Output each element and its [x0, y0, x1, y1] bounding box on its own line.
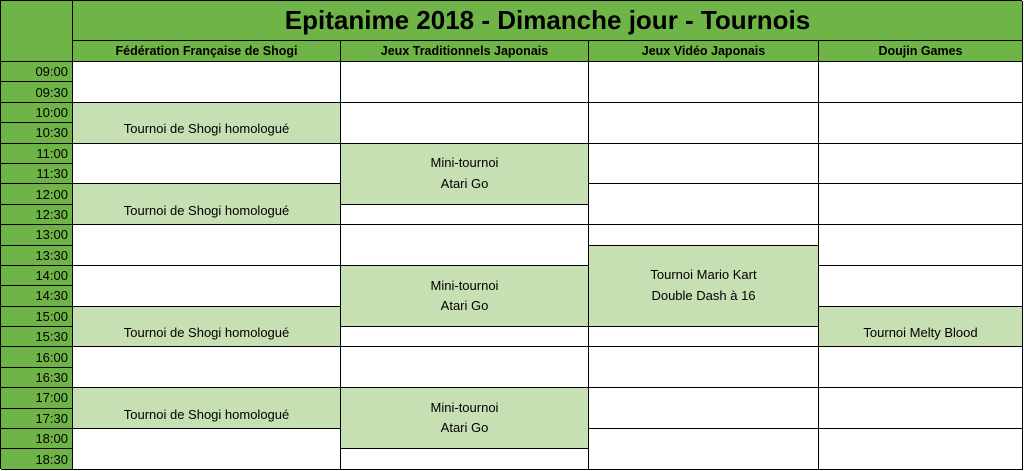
empty-slot [341, 103, 589, 144]
event-label: Atari Go [440, 420, 489, 436]
time-label: 17:30 [1, 409, 73, 429]
event-atari-go[interactable] [341, 144, 589, 205]
time-label: 16:00 [1, 347, 73, 367]
time-label: 11:30 [1, 164, 73, 184]
column-header-videogames: Jeux Vidéo Japonais [589, 41, 819, 62]
event-label: Tournoi de Shogi homologué [123, 121, 290, 137]
time-label: 16:30 [1, 368, 73, 388]
time-label: 13:00 [1, 225, 73, 245]
empty-slot [73, 225, 341, 266]
empty-slot [341, 449, 589, 469]
event-label: Mini-tournoi [430, 277, 499, 293]
event-atari-go[interactable] [341, 266, 589, 327]
empty-slot [819, 144, 1023, 185]
time-label: 11:00 [1, 144, 73, 164]
event-label: Tournoi Mario Kart [650, 267, 757, 283]
time-label: 15:30 [1, 327, 73, 347]
empty-slot [341, 205, 589, 225]
empty-slot [819, 266, 1023, 307]
empty-slot [819, 184, 1023, 225]
column-header-shogi: Fédération Française de Shogi [73, 41, 341, 62]
column-header-traditional: Jeux Traditionnels Japonais [341, 41, 589, 62]
header-corner [1, 1, 73, 62]
time-label: 14:30 [1, 286, 73, 306]
time-label: 09:30 [1, 82, 73, 102]
event-label: Tournoi de Shogi homologué [123, 202, 290, 218]
event-atari-go[interactable] [341, 388, 589, 449]
event-label: Atari Go [440, 297, 489, 313]
empty-slot [589, 327, 819, 347]
empty-slot [341, 327, 589, 347]
empty-slot [589, 184, 819, 225]
event-label: Mini-tournoi [430, 399, 499, 415]
empty-slot [73, 62, 341, 103]
empty-slot [589, 225, 819, 245]
empty-slot [589, 429, 819, 470]
time-label: 12:30 [1, 205, 73, 225]
time-label: 13:30 [1, 246, 73, 266]
time-label: 09:00 [1, 62, 73, 82]
empty-slot [73, 266, 341, 307]
empty-slot [819, 429, 1023, 470]
event-label: Tournoi de Shogi homologué [123, 325, 290, 341]
empty-slot [819, 62, 1023, 103]
time-label: 18:30 [1, 449, 73, 469]
time-label: 15:00 [1, 307, 73, 327]
time-label: 12:00 [1, 184, 73, 204]
time-label: 18:00 [1, 429, 73, 449]
empty-slot [341, 347, 589, 388]
time-label: 17:00 [1, 388, 73, 408]
event-shogi-tournament[interactable] [73, 103, 341, 144]
time-label: 10:00 [1, 103, 73, 123]
empty-slot [73, 347, 341, 388]
empty-slot [589, 103, 819, 144]
empty-slot [341, 225, 589, 266]
empty-slot [589, 144, 819, 185]
empty-slot [819, 103, 1023, 144]
event-melty-blood[interactable] [819, 307, 1023, 348]
time-label: 10:30 [1, 123, 73, 143]
empty-slot [589, 62, 819, 103]
event-shogi-tournament[interactable] [73, 388, 341, 429]
empty-slot [589, 388, 819, 429]
event-label: Tournoi de Shogi homologué [123, 406, 290, 422]
column-header-doujin: Doujin Games [819, 41, 1023, 62]
empty-slot [819, 225, 1023, 266]
event-label: Atari Go [440, 175, 489, 191]
page-title: Epitanime 2018 - Dimanche jour - Tournois [73, 1, 1023, 41]
event-mario-kart[interactable] [589, 246, 819, 328]
event-shogi-tournament[interactable] [73, 184, 341, 225]
event-label: Mini-tournoi [430, 155, 499, 171]
time-label: 14:00 [1, 266, 73, 286]
empty-slot [819, 388, 1023, 429]
empty-slot [589, 347, 819, 388]
event-label: Double Dash à 16 [651, 287, 756, 303]
event-shogi-tournament[interactable] [73, 307, 341, 348]
empty-slot [341, 62, 589, 103]
empty-slot [819, 347, 1023, 388]
empty-slot [73, 144, 341, 185]
event-label: Tournoi Melty Blood [863, 325, 978, 341]
empty-slot [73, 429, 341, 470]
